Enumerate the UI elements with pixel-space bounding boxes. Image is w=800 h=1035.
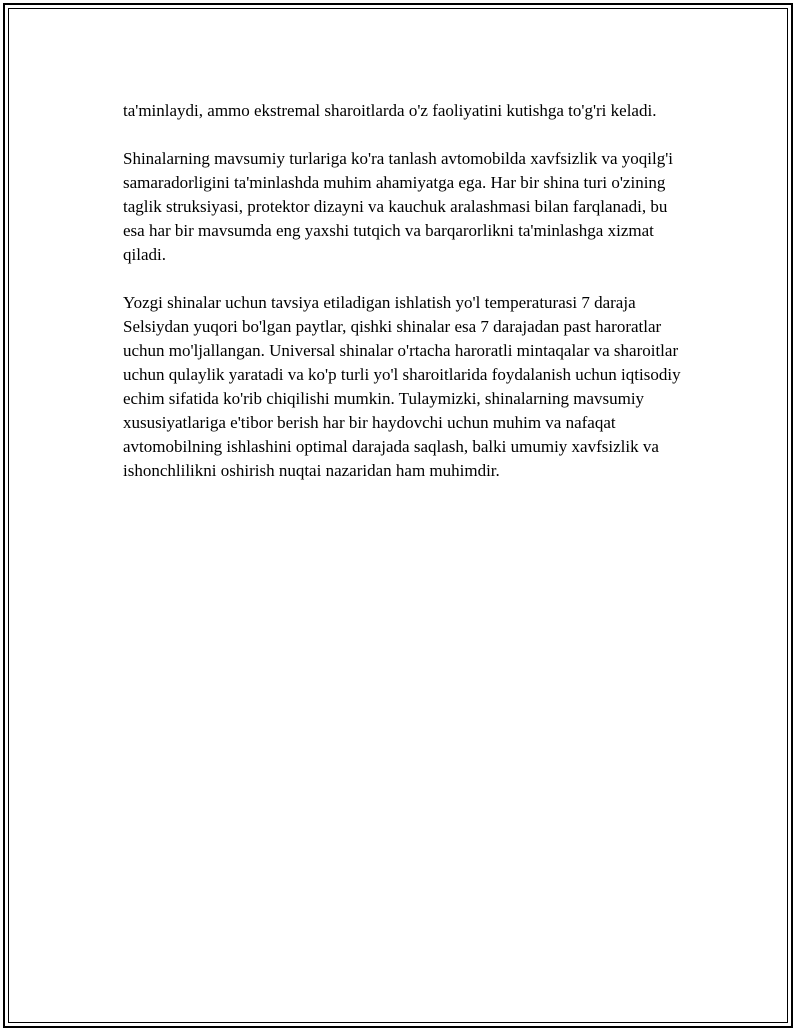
page-border <box>3 3 793 1028</box>
paragraph-3: Yozgi shinalar uchun tavsiya etiladigan ishlatish yo'l temperaturasi 7 daraja Selsiydan yuqori bo'lgan paytlar, qishki shinalar esa 7 darajadan past haroratlar uchun mo'ljallangan. Universal shinalar o'rtacha haroratli mintaqalar va sharoitlar uchun qulaylik yaratadi va ko'p turli yo'l sharoitlarida foydalanish uchun iqtisodiy echim sifatida ko'rib chiqilishi mumkin. Tulaymizki, shinalarning mavsumiy xususiyatlariga e'tibor berish har bir haydovchi uchun muhim va nafaqat avtomobilning ishlashini optimal darajada saqlash, balki umumiy xavfsizlik va ishonchlilikni oshirish nuqtai nazaridan ham muhimdir. <box>123 293 681 480</box>
document-body <box>123 99 693 507</box>
paragraph-1: ta'minlaydi, ammo ekstremal sharoitlarda o'z faoliyatini kutishga to'g'ri keladi. <box>123 101 657 120</box>
paragraph-2: Shinalarning mavsumiy turlariga ko'ra tanlash avtomobilda xavfsizlik va yoqilg'i samaradorligini ta'minlashda muhim ahamiyatga ega. Har bir shina turi o'zining taglik struksiyasi, protektor dizayni va kauchuk aralashmasi bilan farqlanadi, bu esa har bir mavsumda eng yaxshi tutqich va barqarorlikni ta'minlashga xizmat qiladi. <box>123 149 674 264</box>
